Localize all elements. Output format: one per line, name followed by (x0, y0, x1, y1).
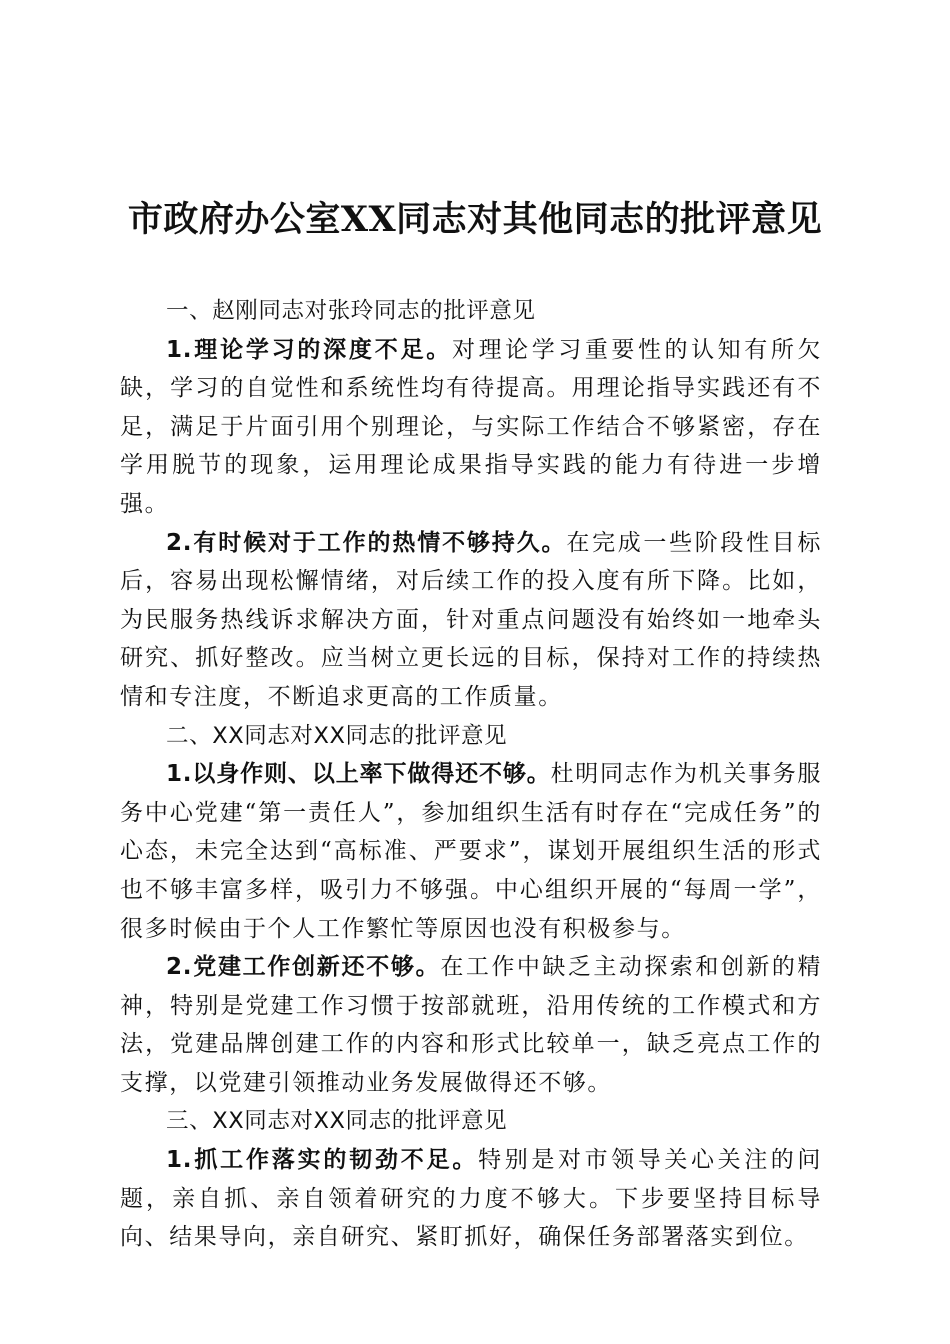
paragraph-lead: 1.抓工作落实的韧劲不足。 (166, 1147, 479, 1174)
paragraph-text: 杜明同志作为机关事务服务中心党建“第一责任人”，参加组织生活有时存在“完成任务”的心态，未完全达到“高标准、严要求”，谋划开展组织生活的形式也不够丰富多样，吸引力不够强。中心组织开展的“每周一学”，很多时候由于个人工作繁忙等原因也没有积极参与。 (120, 761, 822, 942)
section-heading: 一、赵刚同志对张玲同志的批评意见 (166, 298, 536, 324)
paragraph-lead: 1.以身作则、以上率下做得还不够。 (166, 761, 551, 788)
paragraph-text: 在完成一些阶段性目标后，容易出现松懈情绪，对后续工作的投入度有所下降。比如，为民服务热线诉求解决方面，针对重点问题没有始终如一地牵头研究、抓好整改。应当树立更长远的目标，保持对工作的持续热情和专注度，不断追求更高的工作质量。 (120, 529, 823, 710)
paragraph-lead: 1.理论学习的深度不足。 (166, 336, 452, 363)
paragraph-text: 在工作中缺乏主动探索和创新的精神，特别是党建工作习惯于按部就班，沿用传统的工作模式和方法，党建品牌创建工作的内容和形式比较单一，缺乏亮点工作的支撑，以党建引领推动业务发展做得还不够。 (120, 954, 822, 1096)
paragraph-lead: 2.党建工作创新还不够。 (166, 954, 441, 981)
section-heading: 三、XX同志对XX同志的批评意见 (166, 1108, 508, 1135)
paragraph (120, 755, 822, 948)
paragraph-text: 对理论学习重要性的认知有所欠缺，学习的自觉性和系统性均有待提高。用理论指导实践还有不足，满足于片面引用个别理论，与实际工作结合不够紧密，存在学用脱节的现象，运用理论成果指导实践的能力有待进一步增强。 (120, 336, 822, 517)
paragraph (120, 524, 822, 717)
document-body (120, 292, 822, 1257)
paragraph-lead: 2.有时候对于工作的热情不够持久。 (166, 529, 567, 556)
paragraph (120, 331, 822, 524)
paragraph (120, 1141, 822, 1257)
paragraph (120, 948, 822, 1102)
section-heading: 二、XX同志对XX同志的批评意见 (166, 722, 508, 749)
paragraph-text: 特别是对市领导关心关注的问题，亲自抓、亲自领着研究的力度不够大。下步要坚持目标导向、结果导向，亲自研究、紧盯抓好，确保任务部署落实到位。 (120, 1147, 822, 1251)
document-title: 市政府办公室XX同志对其他同志的批评意见 (127, 199, 823, 240)
